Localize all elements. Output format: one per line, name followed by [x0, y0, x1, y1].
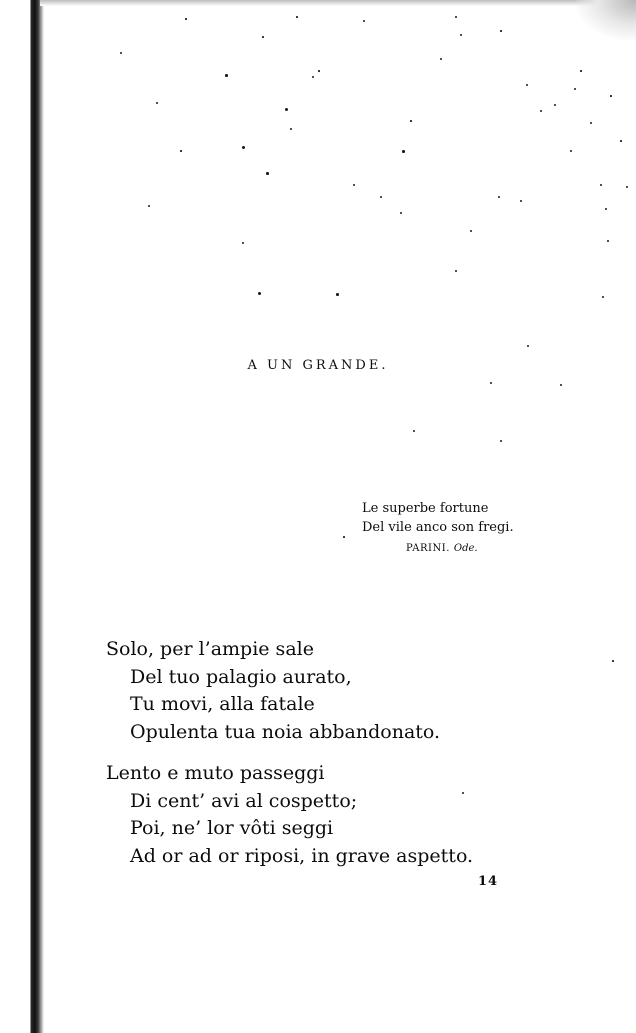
scan-speck — [353, 184, 355, 186]
scan-speck — [460, 34, 462, 36]
verse-line: Poi, ne’ lor vôti seggi — [130, 817, 334, 839]
scan-speck — [626, 186, 628, 188]
scan-speck — [285, 108, 288, 111]
poem-title-text: A UN GRANDE. — [247, 358, 389, 373]
scan-speck — [242, 146, 245, 149]
page-top-edge — [40, 0, 636, 6]
scan-speck — [343, 536, 345, 538]
page-binding-edge — [0, 0, 44, 1033]
verse-line: Del tuo palagio aurato, — [130, 665, 352, 688]
scan-speck — [455, 270, 457, 272]
scan-speck — [470, 230, 472, 232]
scan-speck — [540, 110, 542, 112]
scan-speck — [527, 345, 529, 347]
scan-smudge — [576, 0, 636, 40]
scan-speck — [262, 36, 264, 38]
scan-speck — [455, 16, 457, 18]
epigraph-line: Le superbe fortune — [362, 501, 489, 516]
scan-speck — [610, 95, 612, 97]
scan-speck — [560, 384, 562, 386]
scan-speck — [120, 52, 122, 54]
verse-line: Lento e muto passeggi — [106, 762, 325, 784]
scan-speck — [605, 208, 607, 210]
verse-line: Opulenta tua noia abbandonato. — [130, 720, 441, 743]
scan-speck — [602, 296, 604, 298]
scan-speck — [490, 382, 492, 384]
scan-speck — [440, 58, 442, 60]
epigraph-author: PARINI. — [406, 543, 450, 554]
scan-speck — [258, 292, 261, 295]
epigraph-work: Ode. — [453, 543, 478, 554]
verse-line: Ad or ad or riposi, in grave aspetto. — [130, 844, 474, 867]
scan-speck — [410, 120, 412, 122]
scan-speck — [242, 242, 244, 244]
verse-line: Tu movi, alla fatale — [130, 693, 315, 715]
scan-speck — [266, 172, 269, 175]
scan-speck — [156, 102, 158, 104]
verse-line: Di cent’ avi al cospetto; — [130, 789, 358, 812]
page-number: 14 — [478, 874, 499, 889]
stanza-1 — [106, 636, 440, 746]
verse-line: Solo, per l’ampie sale — [106, 638, 314, 660]
scan-speck — [500, 30, 502, 32]
scan-speck — [580, 70, 582, 72]
scan-speck — [225, 74, 228, 77]
scan-speck — [296, 16, 298, 18]
scan-speck — [290, 128, 292, 130]
scan-speck — [318, 70, 320, 72]
stanza-2 — [106, 760, 473, 870]
scan-speck — [570, 150, 572, 152]
scan-speck — [574, 88, 576, 90]
scan-speck — [612, 660, 614, 662]
poem-title — [0, 358, 636, 373]
scan-speck — [620, 140, 622, 142]
scan-speck — [336, 293, 339, 296]
epigraph-line: Del vile anco son fregi. — [362, 520, 514, 535]
scan-speck — [380, 196, 382, 198]
epigraph-source — [406, 539, 514, 558]
epigraph — [362, 499, 514, 558]
scan-speck — [180, 150, 182, 152]
scan-speck — [520, 200, 522, 202]
scan-speck — [363, 20, 365, 22]
scan-speck — [312, 76, 314, 78]
scan-speck — [526, 84, 528, 86]
scan-speck — [500, 440, 502, 442]
scan-speck — [413, 430, 415, 432]
scan-speck — [600, 184, 602, 186]
scan-speck — [590, 122, 592, 124]
scan-speck — [148, 205, 150, 207]
scan-speck — [185, 18, 187, 20]
scan-speck — [607, 240, 609, 242]
scan-speck — [402, 150, 405, 153]
scan-speck — [400, 212, 402, 214]
scan-speck — [554, 104, 556, 106]
scan-speck — [498, 196, 500, 198]
